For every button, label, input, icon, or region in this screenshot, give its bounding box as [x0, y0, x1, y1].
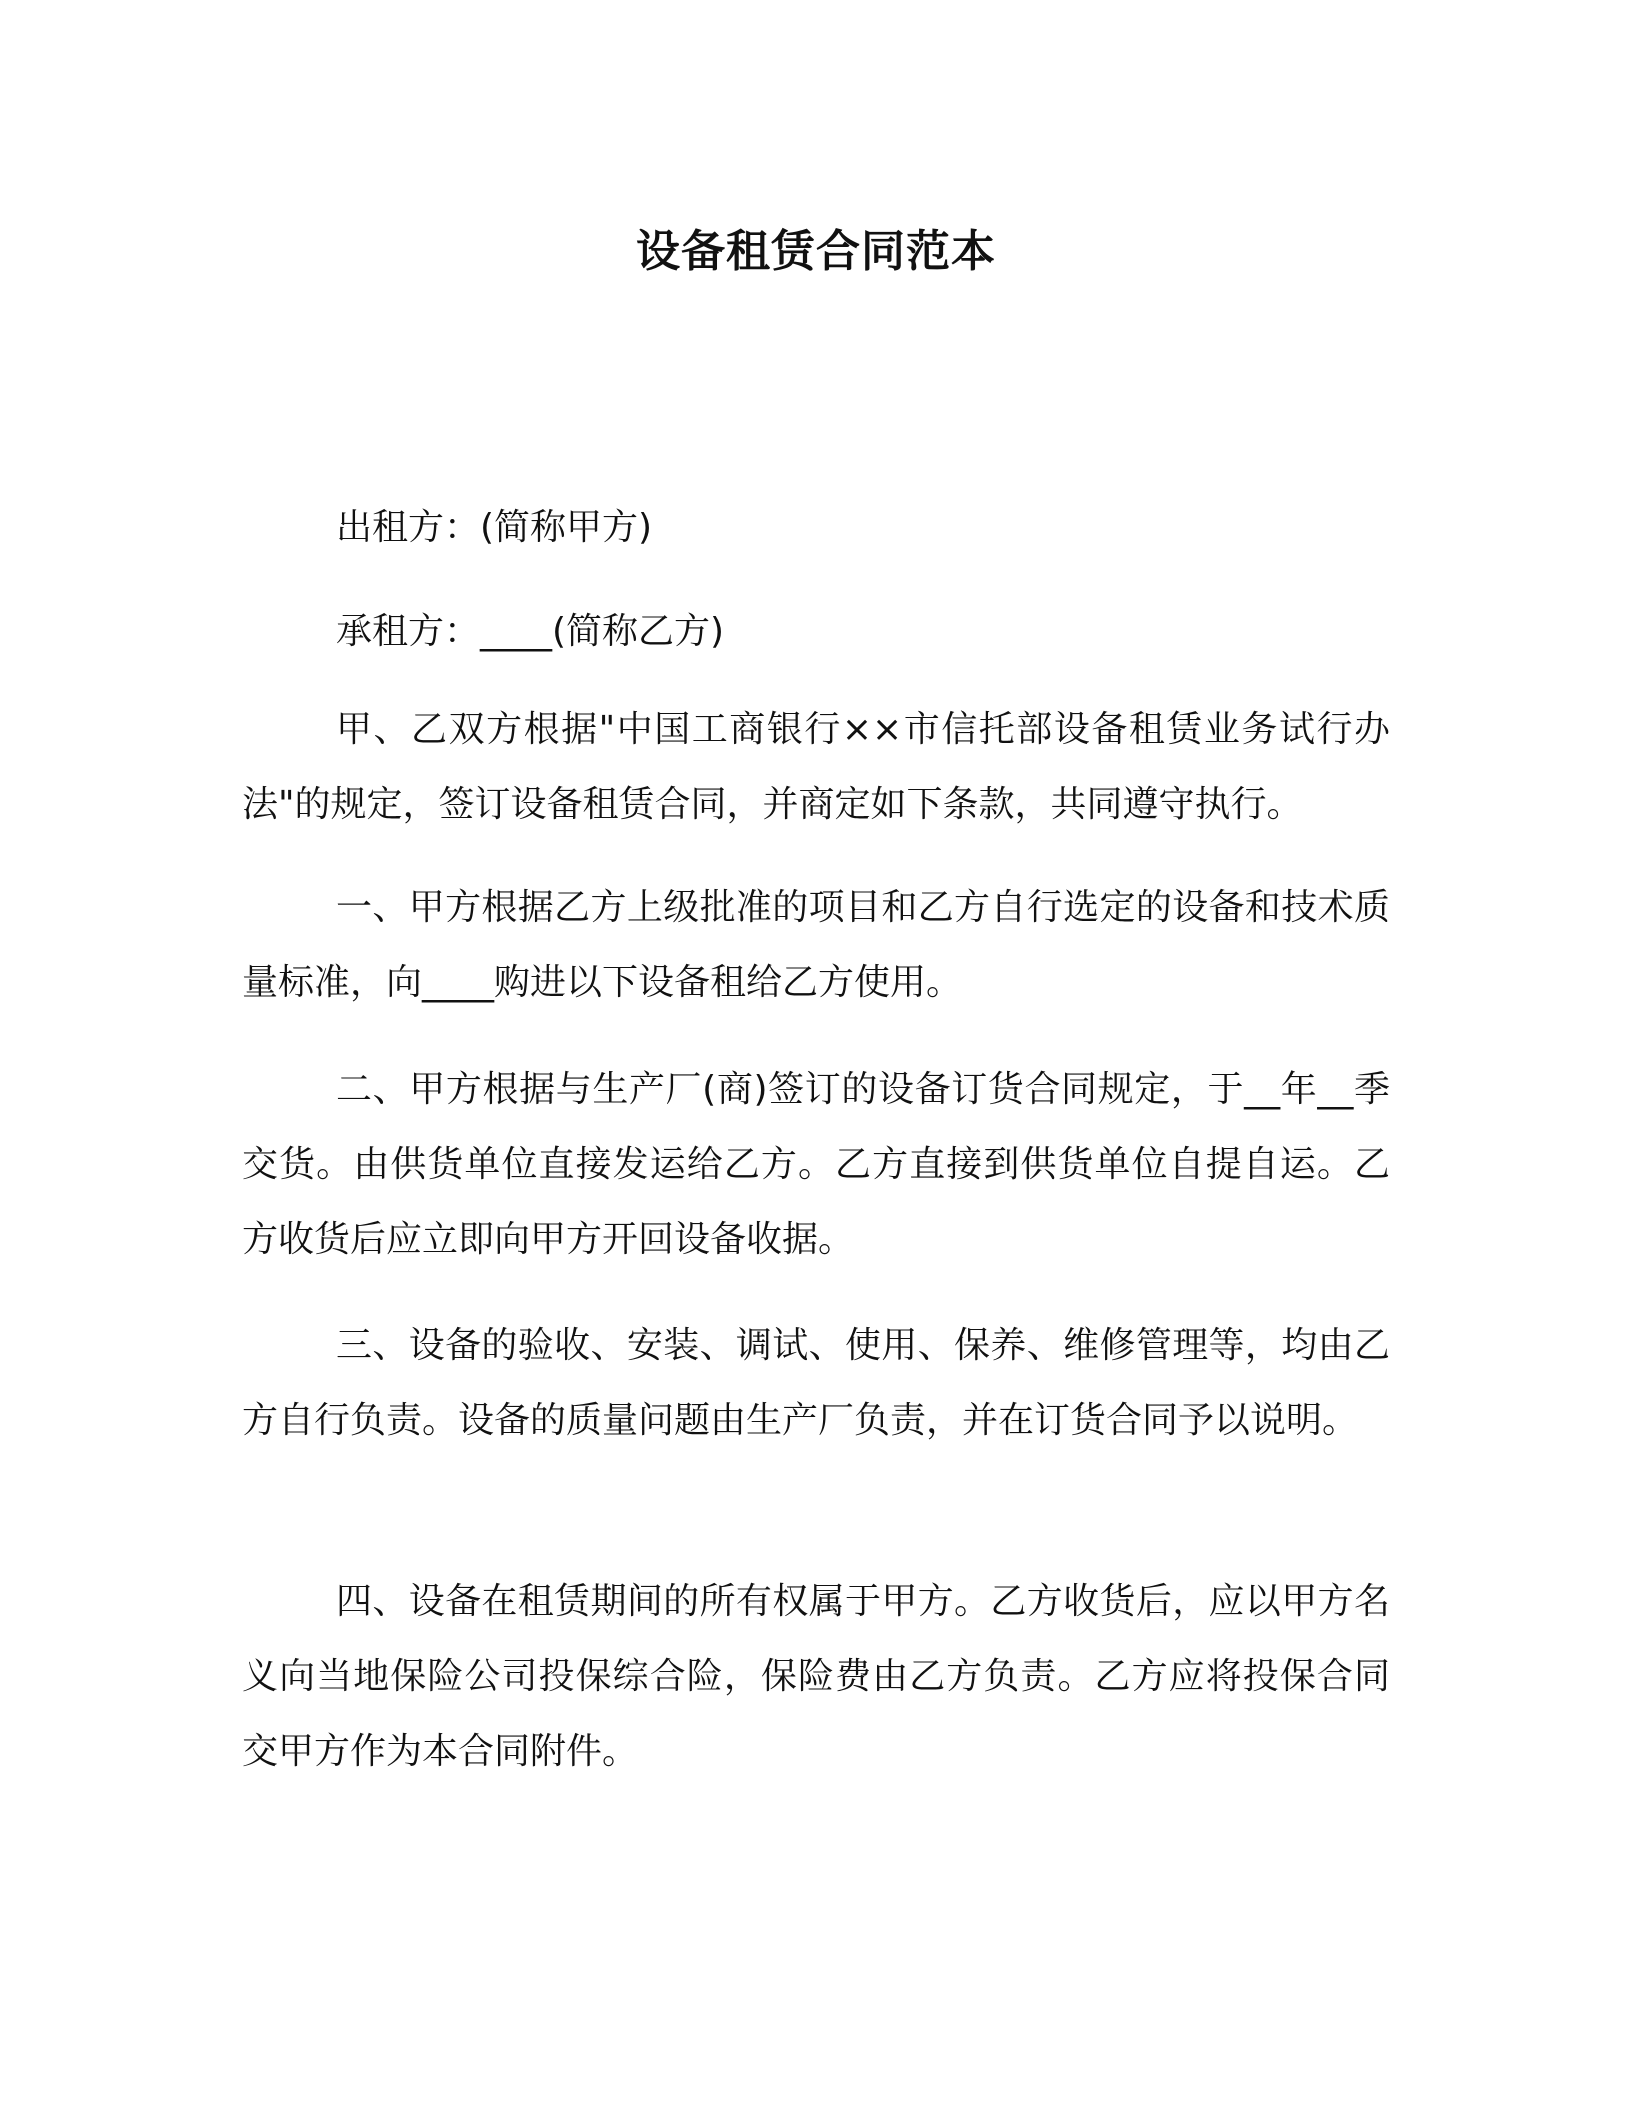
- preamble-paragraph: 甲、乙双方根据"中国工商银行××市信托部设备租赁业务试行办法"的规定，签订设备租赁合同，并商定如下条款，共同遵守执行。: [242, 709, 1390, 825]
- clause-4-paragraph: 四、设备在租赁期间的所有权属于甲方。乙方收货后，应以甲方名义向当地保险公司投保综合险，保险费由乙方负责。乙方应将投保合同交甲方作为本合同附件。: [242, 1581, 1390, 1772]
- lessee-line: 承租方：____(简称乙方): [336, 611, 725, 652]
- document-title: 设备租赁合同范本: [636, 226, 996, 277]
- clause-3-paragraph: 三、设备的验收、安装、调试、使用、保养、维修管理等，均由乙方自行负责。设备的质量问题由生产厂负责，并在订货合同予以说明。: [242, 1325, 1390, 1441]
- clause-2-paragraph: 二、甲方根据与生产厂(商)签订的设备订货合同规定，于__年__季交货。由供货单位直接发运给乙方。乙方直接到供货单位自提自运。乙方收货后应立即向甲方开回设备收据。: [242, 1069, 1390, 1260]
- clause-1-paragraph: 一、甲方根据乙方上级批准的项目和乙方自行选定的设备和技术质量标准，向____购进以下设备租给乙方使用。: [242, 887, 1390, 1003]
- lessor-line: 出租方：(简称甲方): [336, 507, 653, 548]
